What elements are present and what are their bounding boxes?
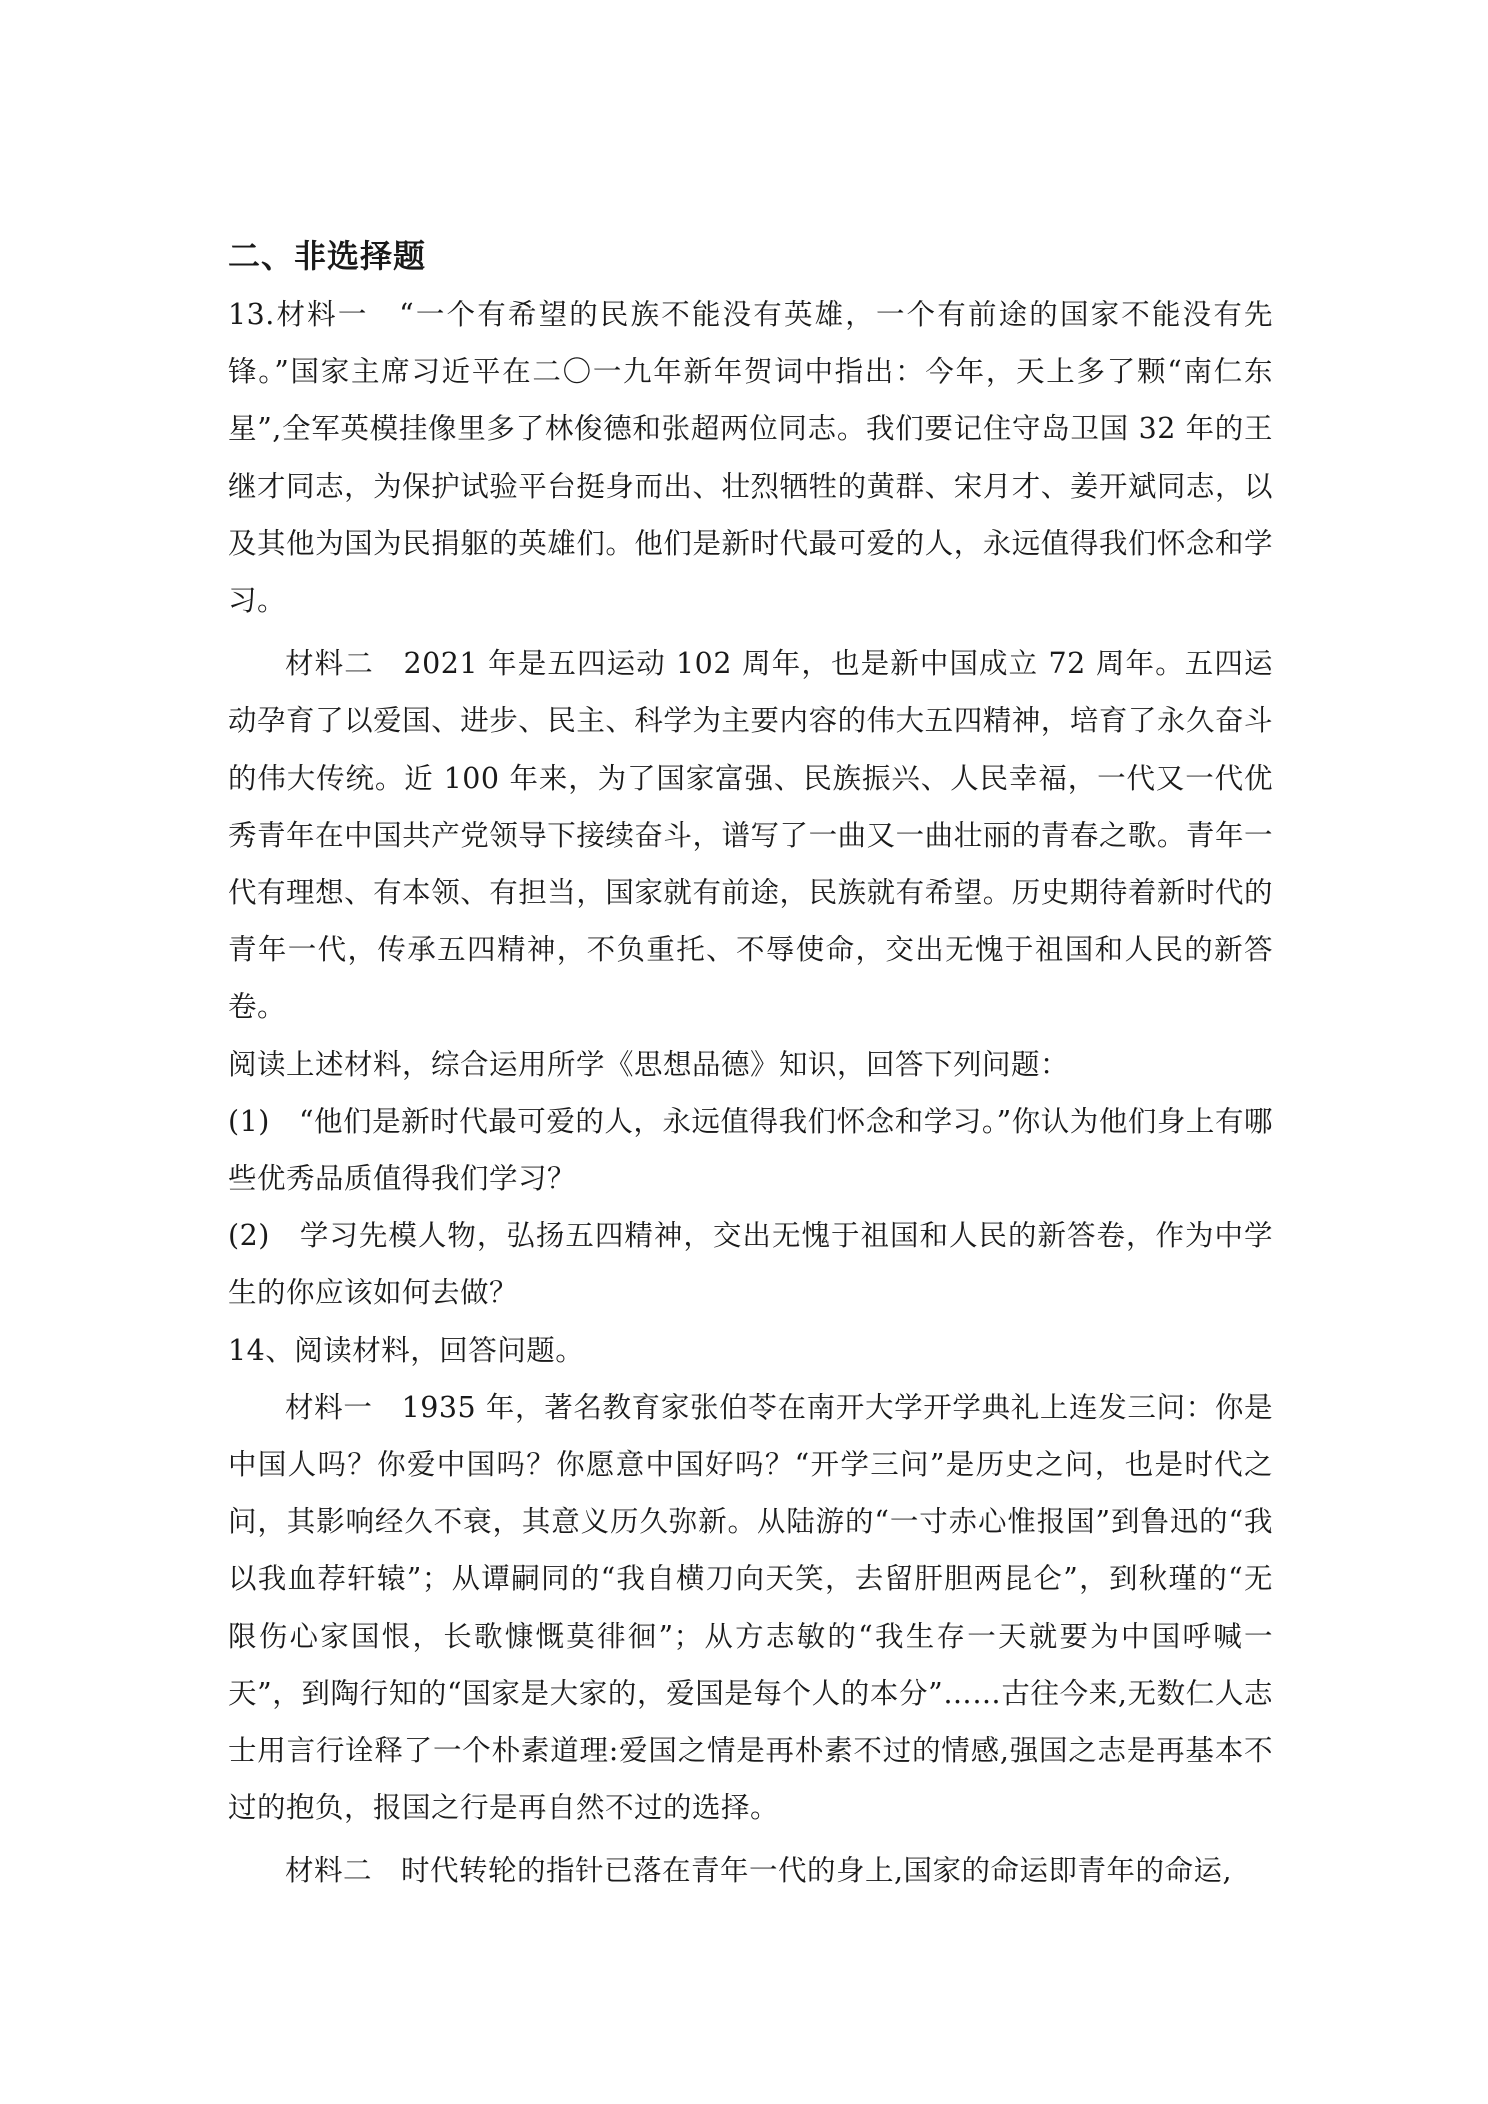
q13-instruction: 阅读上述材料，综合运用所学《思想品德》知识，回答下列问题：	[228, 1047, 1070, 1081]
q13-material-2: 材料二 2021 年是五四运动 102 周年，也是新中国成立 72 周年。五四运动孕育了以爱国、进步、民主、科学为主要内容的伟大五四精神，培育了永久奋斗的伟大传统。近 100 年来，为了国家富强、民族振兴、人民幸福，一代又一代优秀青年在中国共产党领导下接续奋斗，谱写了一曲又一曲壮丽的青春之歌。青年一代有理想、有本领、有担当，国家就有前途，民族就有希望。历史期待着新时代的青年一代，传承五四精神，不负重托、不辱使命，交出无愧于祖国和人民的新答卷。	[228, 647, 1273, 1024]
q14-intro: 14、阅读材料，回答问题。	[228, 1333, 585, 1367]
q14-material-2: 材料二 时代转轮的指针已落在青年一代的身上,国家的命运即青年的命运,	[285, 1854, 1233, 1888]
q13-subquestion-2: (2) 学习先模人物，弘扬五四精神，交出无愧于祖国和人民的新答卷，作为中学生的你应该如何去做？	[228, 1219, 1273, 1310]
q13-subquestion-1: (1) “他们是新时代最可爱的人，永远值得我们怀念和学习。”你认为他们身上有哪些优秀品质值得我们学习？	[228, 1104, 1273, 1196]
q14-material-1: 材料一 1935 年，著名教育家张伯苓在南开大学开学典礼上连发三问：你是中国人吗？你爱中国吗？你愿意中国好吗？“开学三问”是历史之问，也是时代之问，其影响经久不衰，其意义历久弥新。从陆游的“一寸赤心惟报国”到鲁迅的“我以我血荐轩辕”；从谭嗣同的“我自横刀向天笑，去留肝胆两昆仑”，到秋瑾的“无限伤心家国恨，长歌慷慨莫徘徊”；从方志敏的“我生存一天就要为中国呼喊一天”，到陶行知的“国家是大家的，爱国是每个人的本分”……古往今来,无数仁人志士用言行诠释了一个朴素道理:爱国之情是再朴素不过的情感,强国之志是再基本不过的抱负，报国之行是再自然不过的选择。	[228, 1390, 1273, 1825]
section-heading: 二、非选择题	[228, 237, 427, 275]
q13-material-1: 13.材料一 “一个有希望的民族不能没有英雄，一个有前途的国家不能没有先锋。”国家主席习近平在二〇一九年新年贺词中指出：今年，天上多了颗“南仁东星”,全军英模挂像里多了林俊德和张超两位同志。我们要记住守岛卫国 32 年的王继才同志，为保护试验平台挺身而出、壮烈牺牲的黄群、宋月才、姜开斌同志，以及其他为国为民捐躯的英雄们。他们是新时代最可爱的人，永远值得我们怀念和学习。	[228, 298, 1273, 618]
document-body	[228, 232, 1273, 1900]
